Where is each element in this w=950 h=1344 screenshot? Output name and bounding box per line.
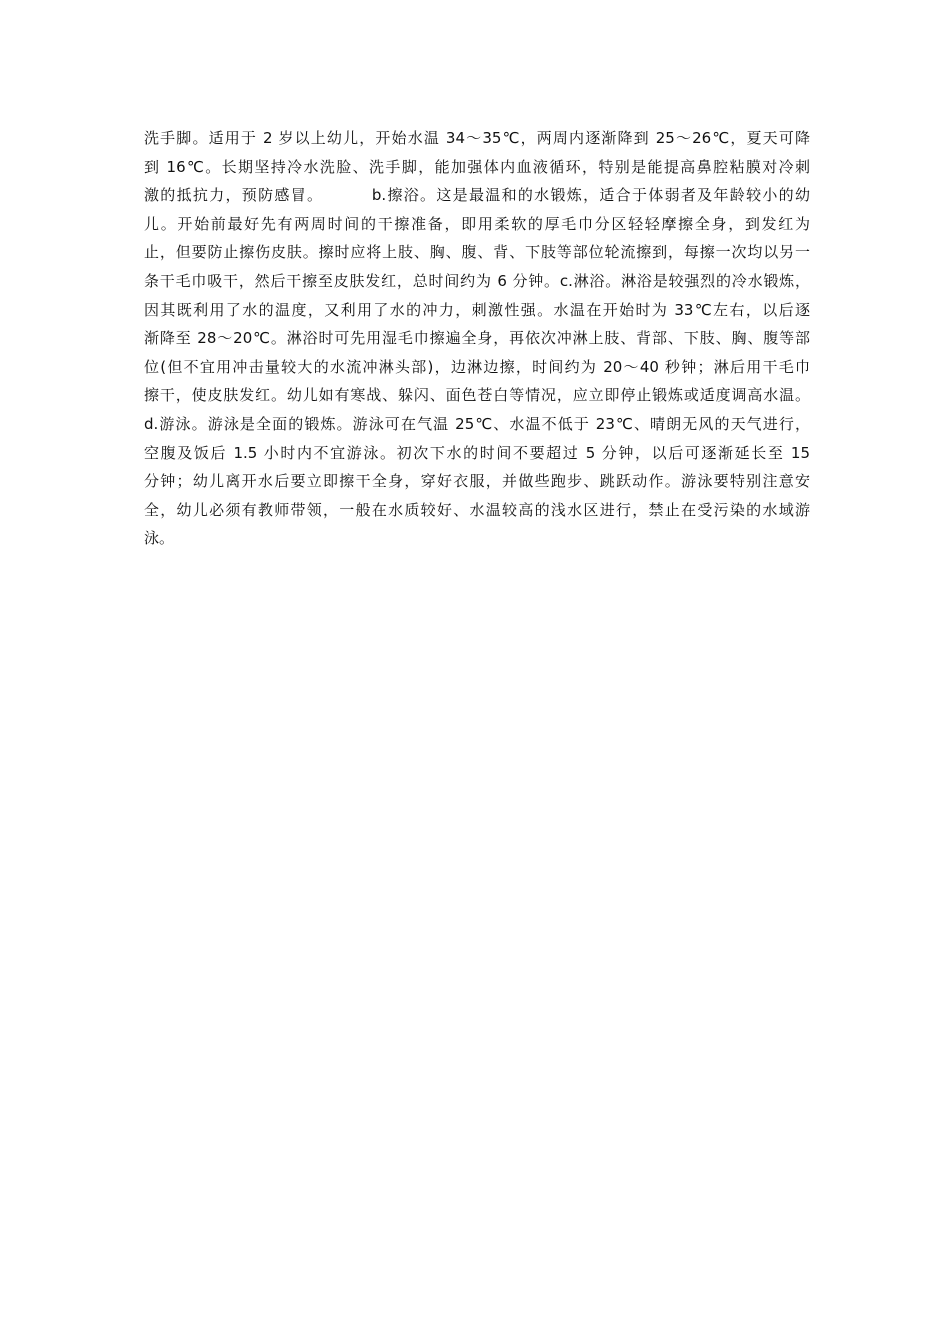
body-paragraph (144, 124, 810, 553)
text-line: 到 16℃。长期坚持冷水洗脸、洗手脚，能加强体内血液循环，特别是能提高鼻腔粘膜对冷刺 (144, 157, 810, 176)
text-line: 全，幼儿必须有教师带领，一般在水质较好、水温较高的浅水区进行，禁止在受污染的水域游 (144, 500, 810, 519)
text-line: 泳。 (144, 529, 175, 548)
text-line: 因其既利用了水的温度，又利用了水的冲力，刺激性强。水温在开始时为 33℃左右，以后逐 (144, 300, 810, 319)
text-line: 儿。开始前最好先有两周时间的干擦准备，即用柔软的厚毛巾分区轻轻摩擦全身，到发红为 (144, 214, 810, 233)
text-line: 止，但要防止擦伤皮肤。擦时应将上肢、胸、腹、背、下肢等部位轮流擦到，每擦一次均以另一 (144, 243, 810, 262)
text-line: 条干毛巾吸干，然后干擦至皮肤发红，总时间约为 6 分钟。c.淋浴。淋浴是较强烈的冷水锻炼， (144, 271, 810, 290)
text-line: 渐降至 28～20℃。淋浴时可先用湿毛巾擦遍全身，再依次冲淋上肢、背部、下肢、胸、腹等部 (144, 329, 810, 348)
text-line: 擦干，使皮肤发红。幼儿如有寒战、躲闪、面色苍白等情况，应立即停止锻炼或适度调高水温。 (144, 386, 810, 405)
text-line: d.游泳。游泳是全面的锻炼。游泳可在气温 25℃、水温不低于 23℃、晴朗无风的天气进行， (144, 414, 810, 433)
text-line: 洗手脚。适用于 2 岁以上幼儿，开始水温 34～35℃，两周内逐渐降到 25～26℃，夏天可降 (144, 129, 810, 147)
text-line: 激的抵抗力，预防感冒。 b.擦浴。这是最温和的水锻炼，适合于体弱者及年龄较小的幼 (144, 186, 810, 205)
text-line: 空腹及饭后 1.5 小时内不宜游泳。初次下水的时间不要超过 5 分钟，以后可逐渐延长至 15 (144, 443, 810, 462)
text-line: 分钟；幼儿离开水后要立即擦干全身，穿好衣服，并做些跑步、跳跃动作。游泳要特别注意安 (144, 472, 810, 491)
text-line: 位(但不宜用冲击量较大的水流冲淋头部)，边淋边擦，时间约为 20～40 秒钟；淋后用干毛巾 (144, 357, 810, 376)
